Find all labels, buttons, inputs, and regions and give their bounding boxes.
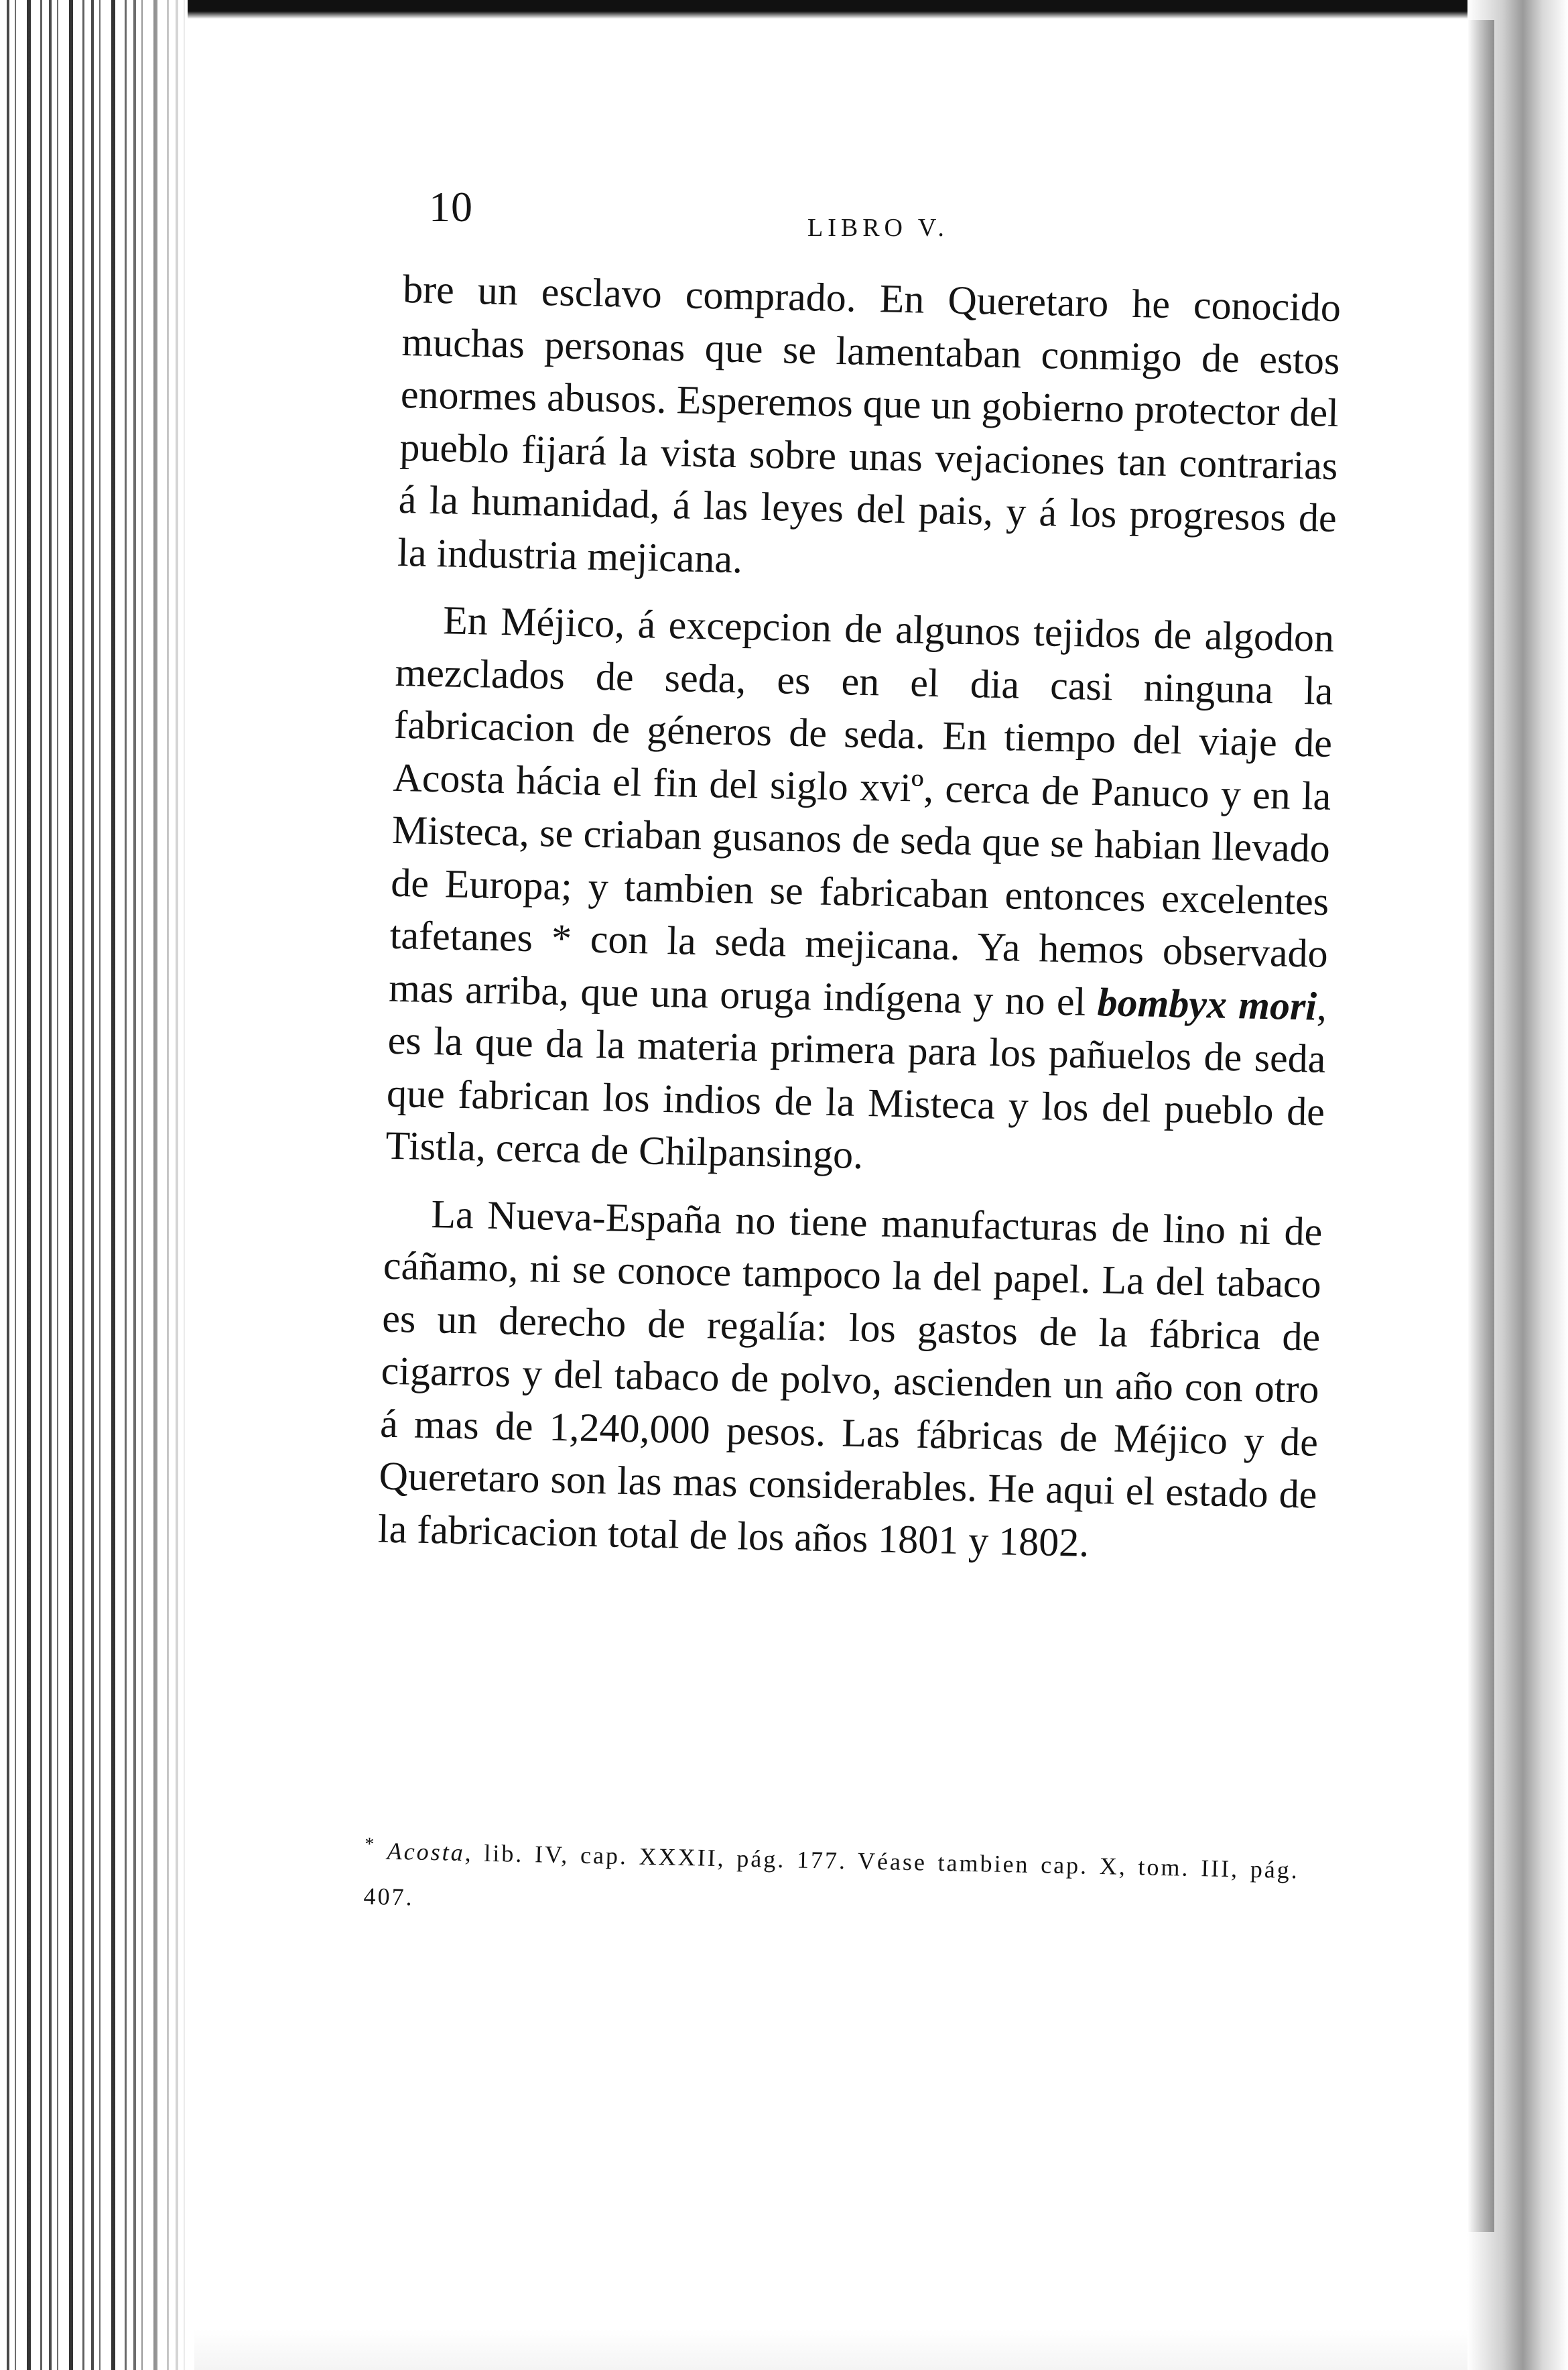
paragraph-2-part-a: En Méjico, á excepcion de algunos tejidos de algodon mezclados de seda, es en el dia casi ninguna la fabricacion de géneros de seda. En tiempo del viaje de Acosta hácia el fin del siglo xviº, cerca de Panuco y en la Misteca, se criaban gusanos de seda que se habian llevado de Europa; y tambien se fabricaban entonces excelentes tafetanes <box>389 598 1335 960</box>
footnote-text: , lib. IV, cap. XXXII, pág. 177. Véase tambien cap. X, tom. III, pág. 407. <box>363 1839 1300 1911</box>
running-head: LIBRO V. <box>807 214 949 242</box>
footnote-mark: * <box>364 1833 377 1855</box>
species-name: bombyx mori <box>1097 979 1317 1029</box>
paragraph-2 <box>385 593 1335 1190</box>
footnote-author: Acosta <box>387 1837 466 1867</box>
footnote <box>363 1822 1300 1938</box>
paragraph-3: La Nueva-España no tiene manufacturas de lino ni de cáñamo, ni se conoce tampoco la del papel. La del tabaco es un derecho de regalía: los gastos de la fábrica de cigarros y del tabaco de polvo, ascienden un año con otro á mas de 1,240,000 pesos. Las fábricas de Méjico y de Queretaro son las mas considerables. He aqui el estado de la fabricacion total de los años 1801 y 1802. <box>377 1191 1323 1565</box>
paragraph-1: bre un esclavo comprado. En Queretaro he conocido muchas personas que se lamentaban conmigo de estos enormes abusos. Esperemos que un gobierno protector del pueblo fijará la vista sobre unas vejaciones tan contrarias á la humanidad, á las leyes del pais, y á los progresos de la industria mejicana. <box>397 266 1342 581</box>
body-text <box>377 263 1341 1574</box>
footnote-reference: * <box>532 916 591 961</box>
paragraph-2-part-c: , es la que da la materia primera para los pañuelos de seda que fabrican los indios de la Misteca y los del pueblo de Tistla, cerca de Chilpansingo. <box>385 984 1327 1178</box>
page-number: 10 <box>429 183 473 231</box>
paragraph-2-part-b: con la seda mejicana. Ya hemos observado mas arriba, que una oruga indígena y no el <box>388 916 1329 1024</box>
